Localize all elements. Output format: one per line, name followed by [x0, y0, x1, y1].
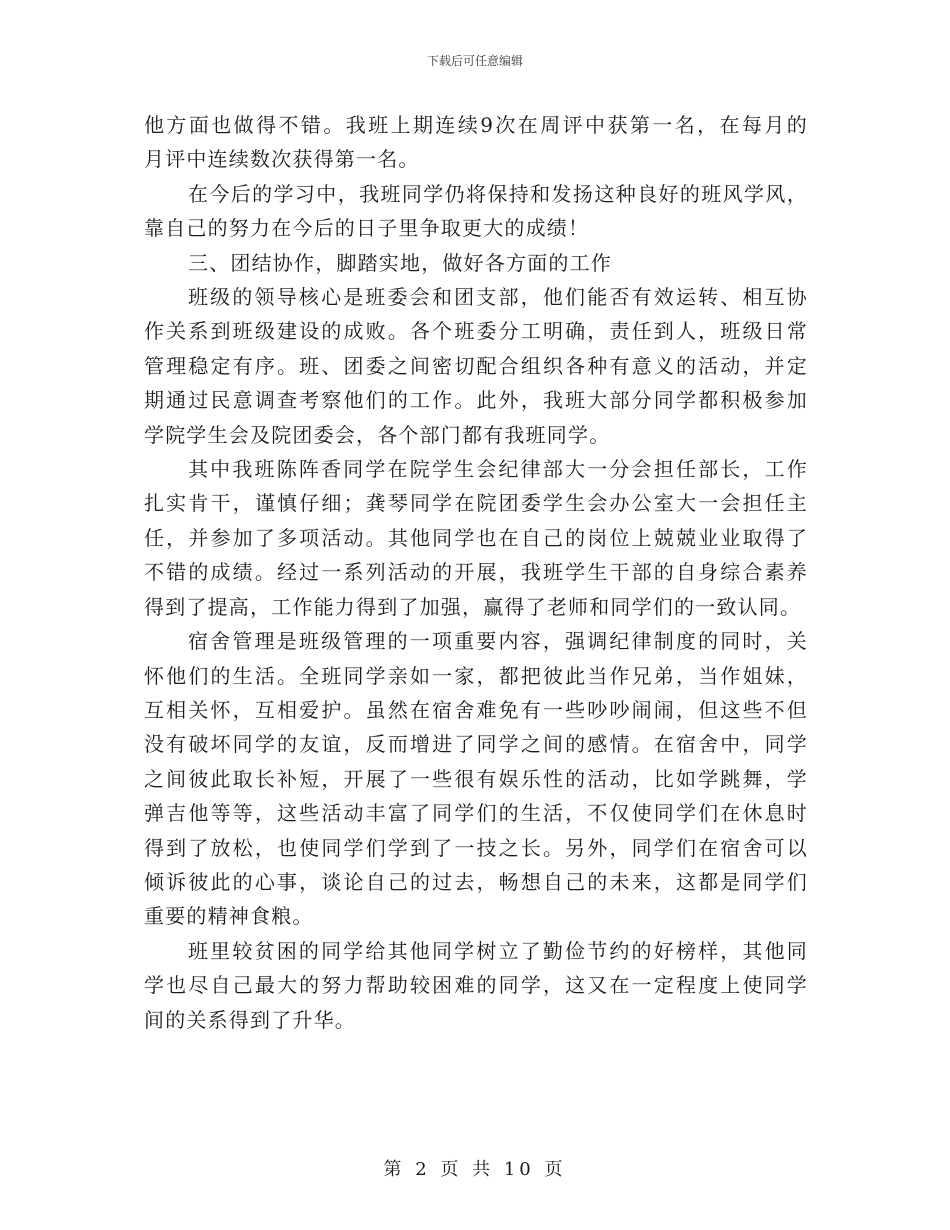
document-body — [144, 108, 808, 1037]
text-line: 没有破坏同学的友谊，反而增进了同学之间的感情。在宿舍中，同学 — [144, 732, 808, 757]
text-line: 期通过民意调查考察他们的工作。此外，我班大部分同学都积极参加 — [144, 388, 808, 413]
page-header: 下载后可任意编辑 — [426, 54, 523, 68]
page-number: 第 2 页 共 10 页 — [383, 1159, 567, 1180]
text-line: 得到了放松，也使同学们学到了一技之长。另外，同学们在宿舍可以 — [144, 835, 808, 860]
text-line: 在今后的学习中，我班同学仍将保持和发扬这种良好的班风学风， — [188, 181, 808, 206]
text-line: 作关系到班级建设的成败。各个班委分工明确，责任到人，班级日常 — [144, 319, 808, 344]
text-line: 靠自己的努力在今后的日子里争取更大的成绩！ — [144, 216, 590, 241]
paragraph-5 — [144, 624, 808, 934]
text-line: 怀他们的生活。全班同学亲如一家，都把彼此当作兄弟，当作姐妹， — [144, 663, 808, 688]
text-line: 其中我班陈阵香同学在院学生会纪律部大一分会担任部长，工作 — [188, 457, 808, 482]
text-line: 任，并参加了多项活动。其他同学也在自己的岗位上兢兢业业取得了 — [144, 525, 808, 550]
text-line: 学院学生会及院团委会，各个部门都有我班同学。 — [144, 422, 611, 447]
paragraph-1 — [144, 108, 808, 177]
text-line: 学也尽自己最大的努力帮助较困难的同学，这又在一定程度上使同学 — [144, 973, 808, 998]
text-line: 宿舍管理是班级管理的一项重要内容，强调纪律制度的同时，关 — [188, 629, 808, 654]
paragraph-4 — [144, 452, 808, 624]
text-line: 之间彼此取长补短，开展了一些很有娱乐性的活动，比如学跳舞，学 — [144, 766, 808, 791]
paragraph-2 — [144, 177, 808, 246]
text-line: 月评中连续数次获得第一名。 — [144, 147, 420, 172]
paragraph-3 — [144, 280, 808, 452]
text-line: 倾诉彼此的心事，谈论自己的过去，畅想自己的未来，这都是同学们 — [144, 869, 808, 894]
text-line: 不错的成绩。经过一系列活动的开展，我班学生干部的自身综合素养 — [144, 560, 808, 585]
text-line: 他方面也做得不错。我班上期连续9次在周评中获第一名，在每月的 — [144, 113, 808, 137]
text-line: 管理稳定有序。班、团委之间密切配合组织各种有意义的活动，并定 — [144, 353, 808, 378]
paragraph-6 — [144, 934, 808, 1037]
text-line: 扎实肯干，谨慎仔细；龚琴同学在院团委学生会办公室大一会担任主 — [144, 491, 808, 516]
text-line: 得到了提高，工作能力得到了加强，赢得了老师和同学们的一致认同。 — [144, 594, 802, 619]
text-line: 间的关系得到了升华。 — [144, 1007, 356, 1032]
text-line: 班级的领导核心是班委会和团支部，他们能否有效运转、相互协 — [188, 285, 808, 310]
text-line: 班里较贫困的同学给其他同学树立了勤俭节约的好榜样，其他同 — [188, 938, 808, 963]
text-line: 弹吉他等等，这些活动丰富了同学们的生活，不仅使同学们在休息时 — [144, 801, 808, 826]
text-line: 重要的精神食粮。 — [144, 904, 314, 929]
section-heading — [144, 246, 808, 280]
text-line: 互相关怀，互相爱护。虽然在宿舍难免有一些吵吵闹闹，但这些不但 — [144, 697, 808, 722]
text-line: 三、团结协作，脚踏实地，做好各方面的工作 — [188, 250, 612, 275]
